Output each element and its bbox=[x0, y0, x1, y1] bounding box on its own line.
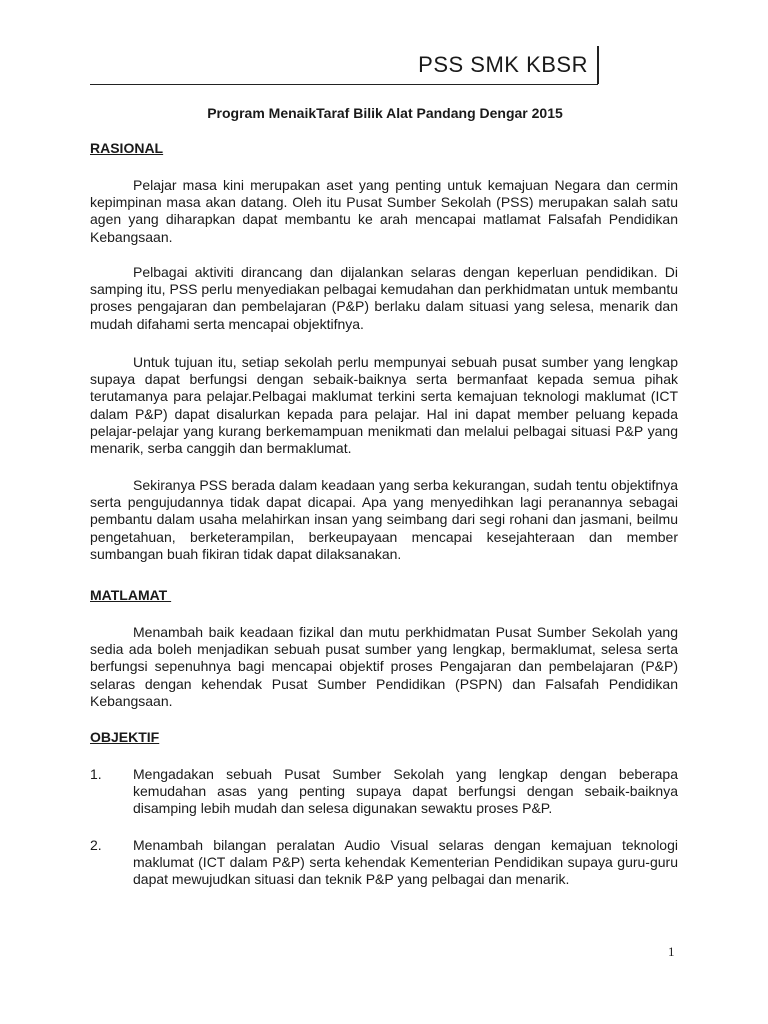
paragraph-matlamat-1: Menambah baik keadaan fizikal dan mutu perkhidmatan Pusat Sumber Sekolah yang sedia ada boleh menjadikan sebuah pusat sumber yang lengkap, bermaklumat, selesa serta berfungsi sepenuhnya bagi mencapai objektif proses Pengajaran dan pembelajaran (P&P) selaras dengan kehendak Pusat Sumber Pendidikan (PSPN) dan Falsafah Pendidikan Kebangsaan. bbox=[90, 624, 678, 709]
paragraph-rasional-3: Untuk tujuan itu, setiap sekolah perlu mempunyai sebuah pusat sumber yang lengkap supaya dapat berfungsi dengan sebaik-baiknya serta bermanfaat kepada semua pihak terutamanya para pelajar.Pelbagai maklumat terkini serta kemajuan teknologi maklumat (ICT dalam P&P) dapat disalurkan kepada para pelajar. Hal ini dapat member peluang kepada pelajar-pelajar yang kurang berkemampuan menikmati dan melalui pelbagai situasi P&P yang menarik, serba canggih dan bermaklumat. bbox=[90, 354, 678, 457]
page-header bbox=[90, 46, 598, 85]
list-item-text: Menambah bilangan peralatan Audio Visual selaras dengan kemajuan teknologi maklumat (ICT dalam P&P) serta kehendak Kementerian Pendidikan supaya guru-guru dapat mewujudkan situasi dan teknik P&P yang pelbagai dan menarik. bbox=[133, 837, 678, 888]
section-heading-objektif: OBJEKTIF bbox=[90, 729, 160, 745]
paragraph-rasional-1: Pelajar masa kini merupakan aset yang penting untuk kemajuan Negara dan cermin kepimpinan masa akan datang. Oleh itu Pusat Sumber Sekolah (PSS) merupakan salah satu agen yang diharapkan dapat membantu ke arah mencapai matlamat Falsafah Pendidikan Kebangsaan. bbox=[90, 177, 678, 245]
section-heading-rasional: RASIONAL bbox=[90, 140, 164, 156]
page-number: 1 bbox=[668, 944, 675, 959]
list-item-number: 1. bbox=[90, 766, 102, 782]
header-vertical-rule bbox=[597, 46, 599, 84]
header-title: PSS SMK KBSR bbox=[418, 52, 588, 77]
list-item bbox=[90, 766, 678, 818]
paragraph-rasional-2: Pelbagai aktiviti dirancang dan dijalankan selaras dengan keperluan pendidikan. Di samping itu, PSS perlu menyediakan pelbagai kemudahan dan perkhidmatan untuk membantu proses pengajaran dan pembelajaran (P&P) berlaku dalam situasi yang selesa, menarik dan mudah difahami serta mencapai objektifnya. bbox=[90, 264, 678, 332]
section-heading-matlamat: MATLAMAT bbox=[90, 587, 172, 603]
list-item bbox=[90, 837, 678, 889]
list-item-number: 2. bbox=[90, 837, 102, 853]
list-item-text: Mengadakan sebuah Pusat Sumber Sekolah yang lengkap dengan beberapa kemudahan asas yang penting supaya dapat berfungsi dengan sebaik-baiknya disamping lebih mudah dan selesa digunakan sewaktu proses P&P. bbox=[133, 766, 678, 817]
paragraph-rasional-4: Sekiranya PSS berada dalam keadaan yang serba kekurangan, sudah tentu objektifnya serta pengujudannya tidak dapat dicapai. Apa yang menyedihkan lagi peranannya sebagai pembantu dalam usaha melahirkan insan yang seimbang dari segi rohani dan jasmani, beilmu pengetahuan, berketerampilan, berkeupayaan mencapai kesejahteraan dan member sumbangan buah fikiran tidak dapat dilaksanakan. bbox=[90, 477, 678, 562]
document-title: Program MenaikTaraf Bilik Alat Pandang Dengar 2015 bbox=[207, 105, 563, 121]
